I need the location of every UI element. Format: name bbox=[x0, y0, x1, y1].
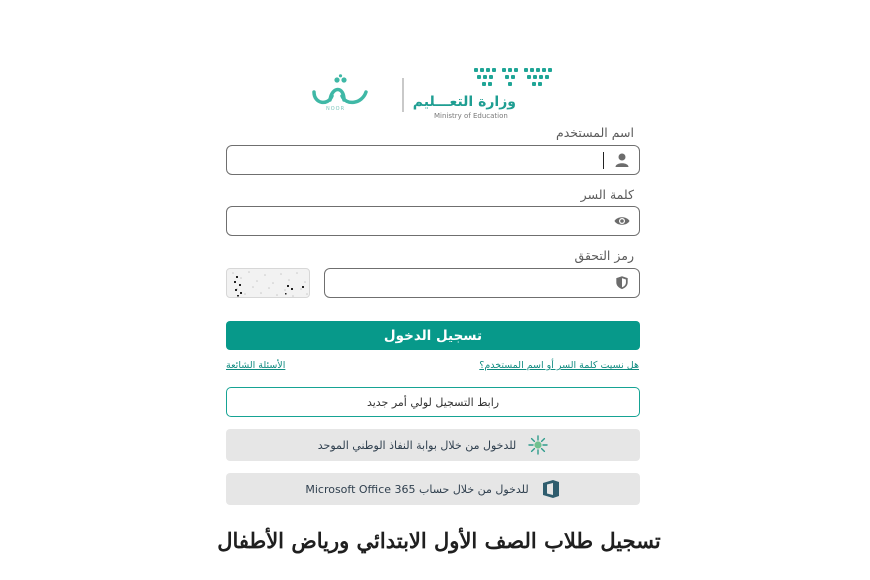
ministry-dots-icon bbox=[474, 66, 556, 92]
office-logo-icon bbox=[541, 479, 561, 499]
captcha-label: رمز التحقق bbox=[574, 248, 634, 263]
captcha-input[interactable] bbox=[333, 272, 605, 294]
logo-area bbox=[300, 64, 570, 124]
username-label: اسم المستخدم bbox=[555, 125, 634, 140]
faq-link[interactable]: الأسئلة الشائعة bbox=[226, 360, 286, 371]
username-field[interactable] bbox=[226, 145, 640, 175]
office365-login-label: للدخول من خلال حساب Microsoft Office 365 bbox=[305, 482, 529, 496]
ministry-name-en: Ministry of Education bbox=[434, 112, 508, 120]
noor-logo-text: NOOR bbox=[326, 106, 346, 112]
username-input[interactable] bbox=[235, 149, 605, 171]
password-input[interactable] bbox=[235, 210, 605, 232]
nafath-login-button[interactable] bbox=[226, 429, 640, 461]
logo-divider bbox=[402, 78, 404, 112]
guardian-register-button[interactable] bbox=[226, 387, 640, 417]
page-caption: تسجيل طلاب الصف الأول الابتدائي ورياض الأطفال bbox=[217, 528, 661, 553]
login-button[interactable]: تسجيل الدخول bbox=[226, 321, 640, 350]
office365-login-button[interactable] bbox=[226, 473, 640, 505]
captcha-field[interactable] bbox=[324, 268, 640, 298]
user-icon bbox=[614, 152, 630, 168]
shield-icon bbox=[615, 275, 629, 290]
text-cursor bbox=[603, 152, 605, 169]
password-field[interactable] bbox=[226, 206, 640, 236]
ministry-logo bbox=[412, 64, 560, 124]
password-label: كلمة السر bbox=[580, 187, 634, 202]
forgot-credentials-link[interactable]: هل نسيت كلمة السر أو اسم المستخدم؟ bbox=[479, 360, 639, 371]
nafath-login-label: للدخول من خلال بوابة النفاذ الوطني الموحد bbox=[317, 438, 517, 452]
ministry-name-ar: وزارة التعـــليم bbox=[412, 94, 516, 110]
nafath-logo-icon bbox=[528, 435, 548, 455]
guardian-register-label: رابط التسجيل لولي أمر جديد bbox=[366, 395, 500, 409]
captcha-image bbox=[226, 268, 310, 298]
eye-icon[interactable] bbox=[613, 213, 631, 229]
